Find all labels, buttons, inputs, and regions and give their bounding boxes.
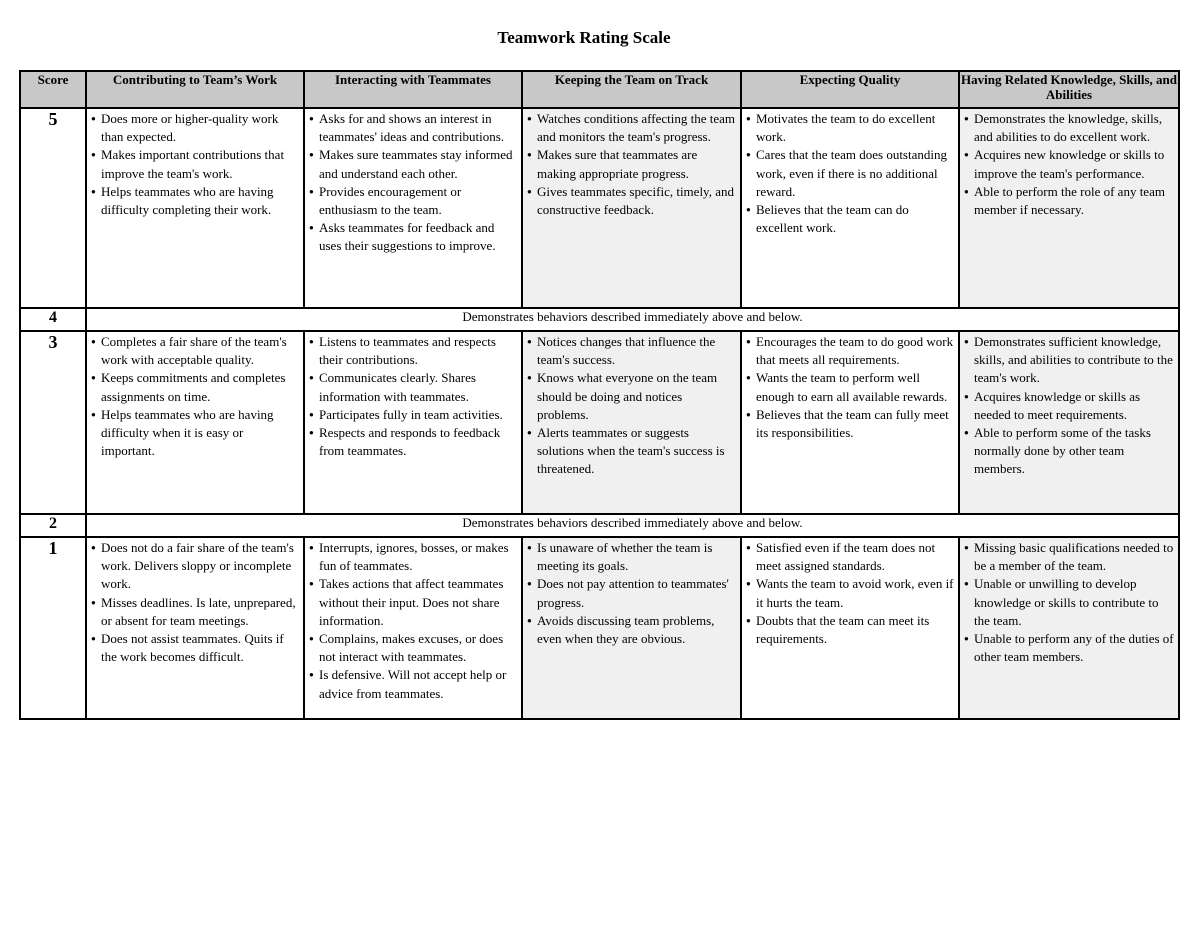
bullet-list — [305, 332, 521, 460]
bullet-list — [305, 538, 521, 703]
bullet-item: ● Cares that the team does outstanding work, even if there is no additional reward. — [746, 146, 955, 201]
cell-quality — [741, 331, 959, 514]
bullet-item: ● Acquires new knowledge or skills to improve the team's performance. — [964, 146, 1175, 182]
bullet-item: ● Completes a fair share of the team's work with acceptable quality. — [91, 333, 300, 369]
header-interacting: Interacting with Teammates — [304, 71, 522, 108]
cell-interacting — [304, 108, 522, 308]
bullet-item: ● Is unaware of whether the team is meeting its goals. — [527, 539, 737, 575]
score-cell: 3 — [20, 331, 86, 514]
bullet-item: ● Missing basic qualifications needed to be a member of the team. — [964, 539, 1175, 575]
bullet-list — [960, 332, 1178, 479]
cell-knowledge — [959, 331, 1179, 514]
bullet-item: ● Helps teammates who are having difficulty when it is easy or important. — [91, 406, 300, 461]
cell-quality — [741, 537, 959, 719]
score-row-1 — [20, 537, 1179, 719]
bullet-item: ● Asks teammates for feedback and uses their suggestions to improve. — [309, 219, 518, 255]
score-cell: 2 — [20, 514, 86, 537]
bullet-item: ● Unable to perform any of the duties of other team members. — [964, 630, 1175, 666]
page-title: Teamwork Rating Scale — [497, 28, 671, 47]
bullet-item: ● Misses deadlines. Is late, unprepared, or absent for team meetings. — [91, 594, 300, 630]
bullet-list — [87, 109, 303, 219]
bullet-item: ● Takes actions that affect teammates without their input. Does not share information. — [309, 575, 518, 630]
bullet-list — [742, 538, 958, 648]
bullet-item: ● Complains, makes excuses, or does not interact with teammates. — [309, 630, 518, 666]
bullet-item: ● Gives teammates specific, timely, and constructive feedback. — [527, 183, 737, 219]
bullet-item: ● Wants the team to perform well enough to earn all available rewards. — [746, 369, 955, 405]
bullet-list — [742, 332, 958, 442]
cell-knowledge — [959, 108, 1179, 308]
bullet-item: ● Makes sure teammates stay informed and understand each other. — [309, 146, 518, 182]
bullet-list — [87, 538, 303, 666]
score-cell: 1 — [20, 537, 86, 719]
header-quality: Expecting Quality — [741, 71, 959, 108]
bullet-item: ● Motivates the team to do excellent work. — [746, 110, 955, 146]
bullet-item: ● Able to perform some of the tasks normally done by other team members. — [964, 424, 1175, 479]
bullet-item: ● Alerts teammates or suggests solutions when the team's success is threatened. — [527, 424, 737, 479]
bullet-item: ● Watches conditions affecting the team and monitors the team's progress. — [527, 110, 737, 146]
cell-contributing — [86, 331, 304, 514]
bullet-item: ● Communicates clearly. Shares information with teammates. — [309, 369, 518, 405]
header-on-track: Keeping the Team on Track — [522, 71, 741, 108]
bullet-item: ● Keeps commitments and completes assignments on time. — [91, 369, 300, 405]
bullet-item: ● Encourages the team to do good work that meets all requirements. — [746, 333, 955, 369]
bullet-item: ● Listens to teammates and respects their contributions. — [309, 333, 518, 369]
bullet-item: ● Able to perform the role of any team member if necessary. — [964, 183, 1175, 219]
bullet-item: ● Wants the team to avoid work, even if it hurts the team. — [746, 575, 955, 611]
bullet-item: ● Respects and responds to feedback from teammates. — [309, 424, 518, 460]
cell-on-track — [522, 331, 741, 514]
score-row-3 — [20, 331, 1179, 514]
score-cell: 5 — [20, 108, 86, 308]
header-score: Score — [20, 71, 86, 108]
header-contributing: Contributing to Team’s Work — [86, 71, 304, 108]
bullet-item: ● Avoids discussing team problems, even when they are obvious. — [527, 612, 737, 648]
cell-interacting — [304, 537, 522, 719]
cell-on-track — [522, 108, 741, 308]
bullet-item: ● Believes that the team can fully meet its responsibilities. — [746, 406, 955, 442]
bullet-item: ● Believes that the team can do excellent work. — [746, 201, 955, 237]
bullet-item: ● Knows what everyone on the team should be doing and notices problems. — [527, 369, 737, 424]
score-row-4 — [20, 308, 1179, 331]
intermediate-description: Demonstrates behaviors described immediately above and below. — [86, 514, 1179, 537]
bullet-item: ● Makes important contributions that improve the team's work. — [91, 146, 300, 182]
bullet-item: ● Asks for and shows an interest in teammates' ideas and contributions. — [309, 110, 518, 146]
bullet-item: ● Interrupts, ignores, bosses, or makes fun of teammates. — [309, 539, 518, 575]
bullet-list — [960, 109, 1178, 219]
bullet-list — [960, 538, 1178, 666]
bullet-item: ● Does more or higher-quality work than expected. — [91, 110, 300, 146]
bullet-item: ● Satisfied even if the team does not meet assigned standards. — [746, 539, 955, 575]
bullet-item: ● Notices changes that influence the team's success. — [527, 333, 737, 369]
bullet-list — [523, 332, 740, 479]
bullet-item: ● Helps teammates who are having difficulty completing their work. — [91, 183, 300, 219]
bullet-item: ● Does not do a fair share of the team's work. Delivers sloppy or incomplete work. — [91, 539, 300, 594]
intermediate-description: Demonstrates behaviors described immediately above and below. — [86, 308, 1179, 331]
bullet-item: ● Does not pay attention to teammates' progress. — [527, 575, 737, 611]
bullet-list — [305, 109, 521, 256]
cell-on-track — [522, 537, 741, 719]
bullet-list — [523, 538, 740, 648]
bullet-item: ● Doubts that the team can meet its requirements. — [746, 612, 955, 648]
bullet-item: ● Unable or unwilling to develop knowledge or skills to contribute to the team. — [964, 575, 1175, 630]
cell-knowledge — [959, 537, 1179, 719]
bullet-item: ● Is defensive. Will not accept help or advice from teammates. — [309, 666, 518, 702]
bullet-item: ● Does not assist teammates. Quits if the work becomes difficult. — [91, 630, 300, 666]
bullet-item: ● Participates fully in team activities. — [309, 406, 518, 424]
cell-quality — [741, 108, 959, 308]
bullet-item: ● Makes sure that teammates are making appropriate progress. — [527, 146, 737, 182]
bullet-item: ● Provides encouragement or enthusiasm to the team. — [309, 183, 518, 219]
cell-contributing — [86, 537, 304, 719]
bullet-item: ● Acquires knowledge or skills as needed to meet requirements. — [964, 388, 1175, 424]
bullet-list — [87, 332, 303, 460]
bullet-item: ● Demonstrates sufficient knowledge, skills, and abilities to contribute to the team's work. — [964, 333, 1175, 388]
score-cell: 4 — [20, 308, 86, 331]
rating-scale-table — [19, 70, 1180, 720]
cell-interacting — [304, 331, 522, 514]
cell-contributing — [86, 108, 304, 308]
header-row — [20, 71, 1179, 108]
score-row-2 — [20, 514, 1179, 537]
bullet-item: ● Demonstrates the knowledge, skills, and abilities to do excellent work. — [964, 110, 1175, 146]
bullet-list — [523, 109, 740, 219]
bullet-list — [742, 109, 958, 237]
score-row-5 — [20, 108, 1179, 308]
header-knowledge: Having Related Knowledge, Skills, and Abilities — [959, 71, 1179, 108]
